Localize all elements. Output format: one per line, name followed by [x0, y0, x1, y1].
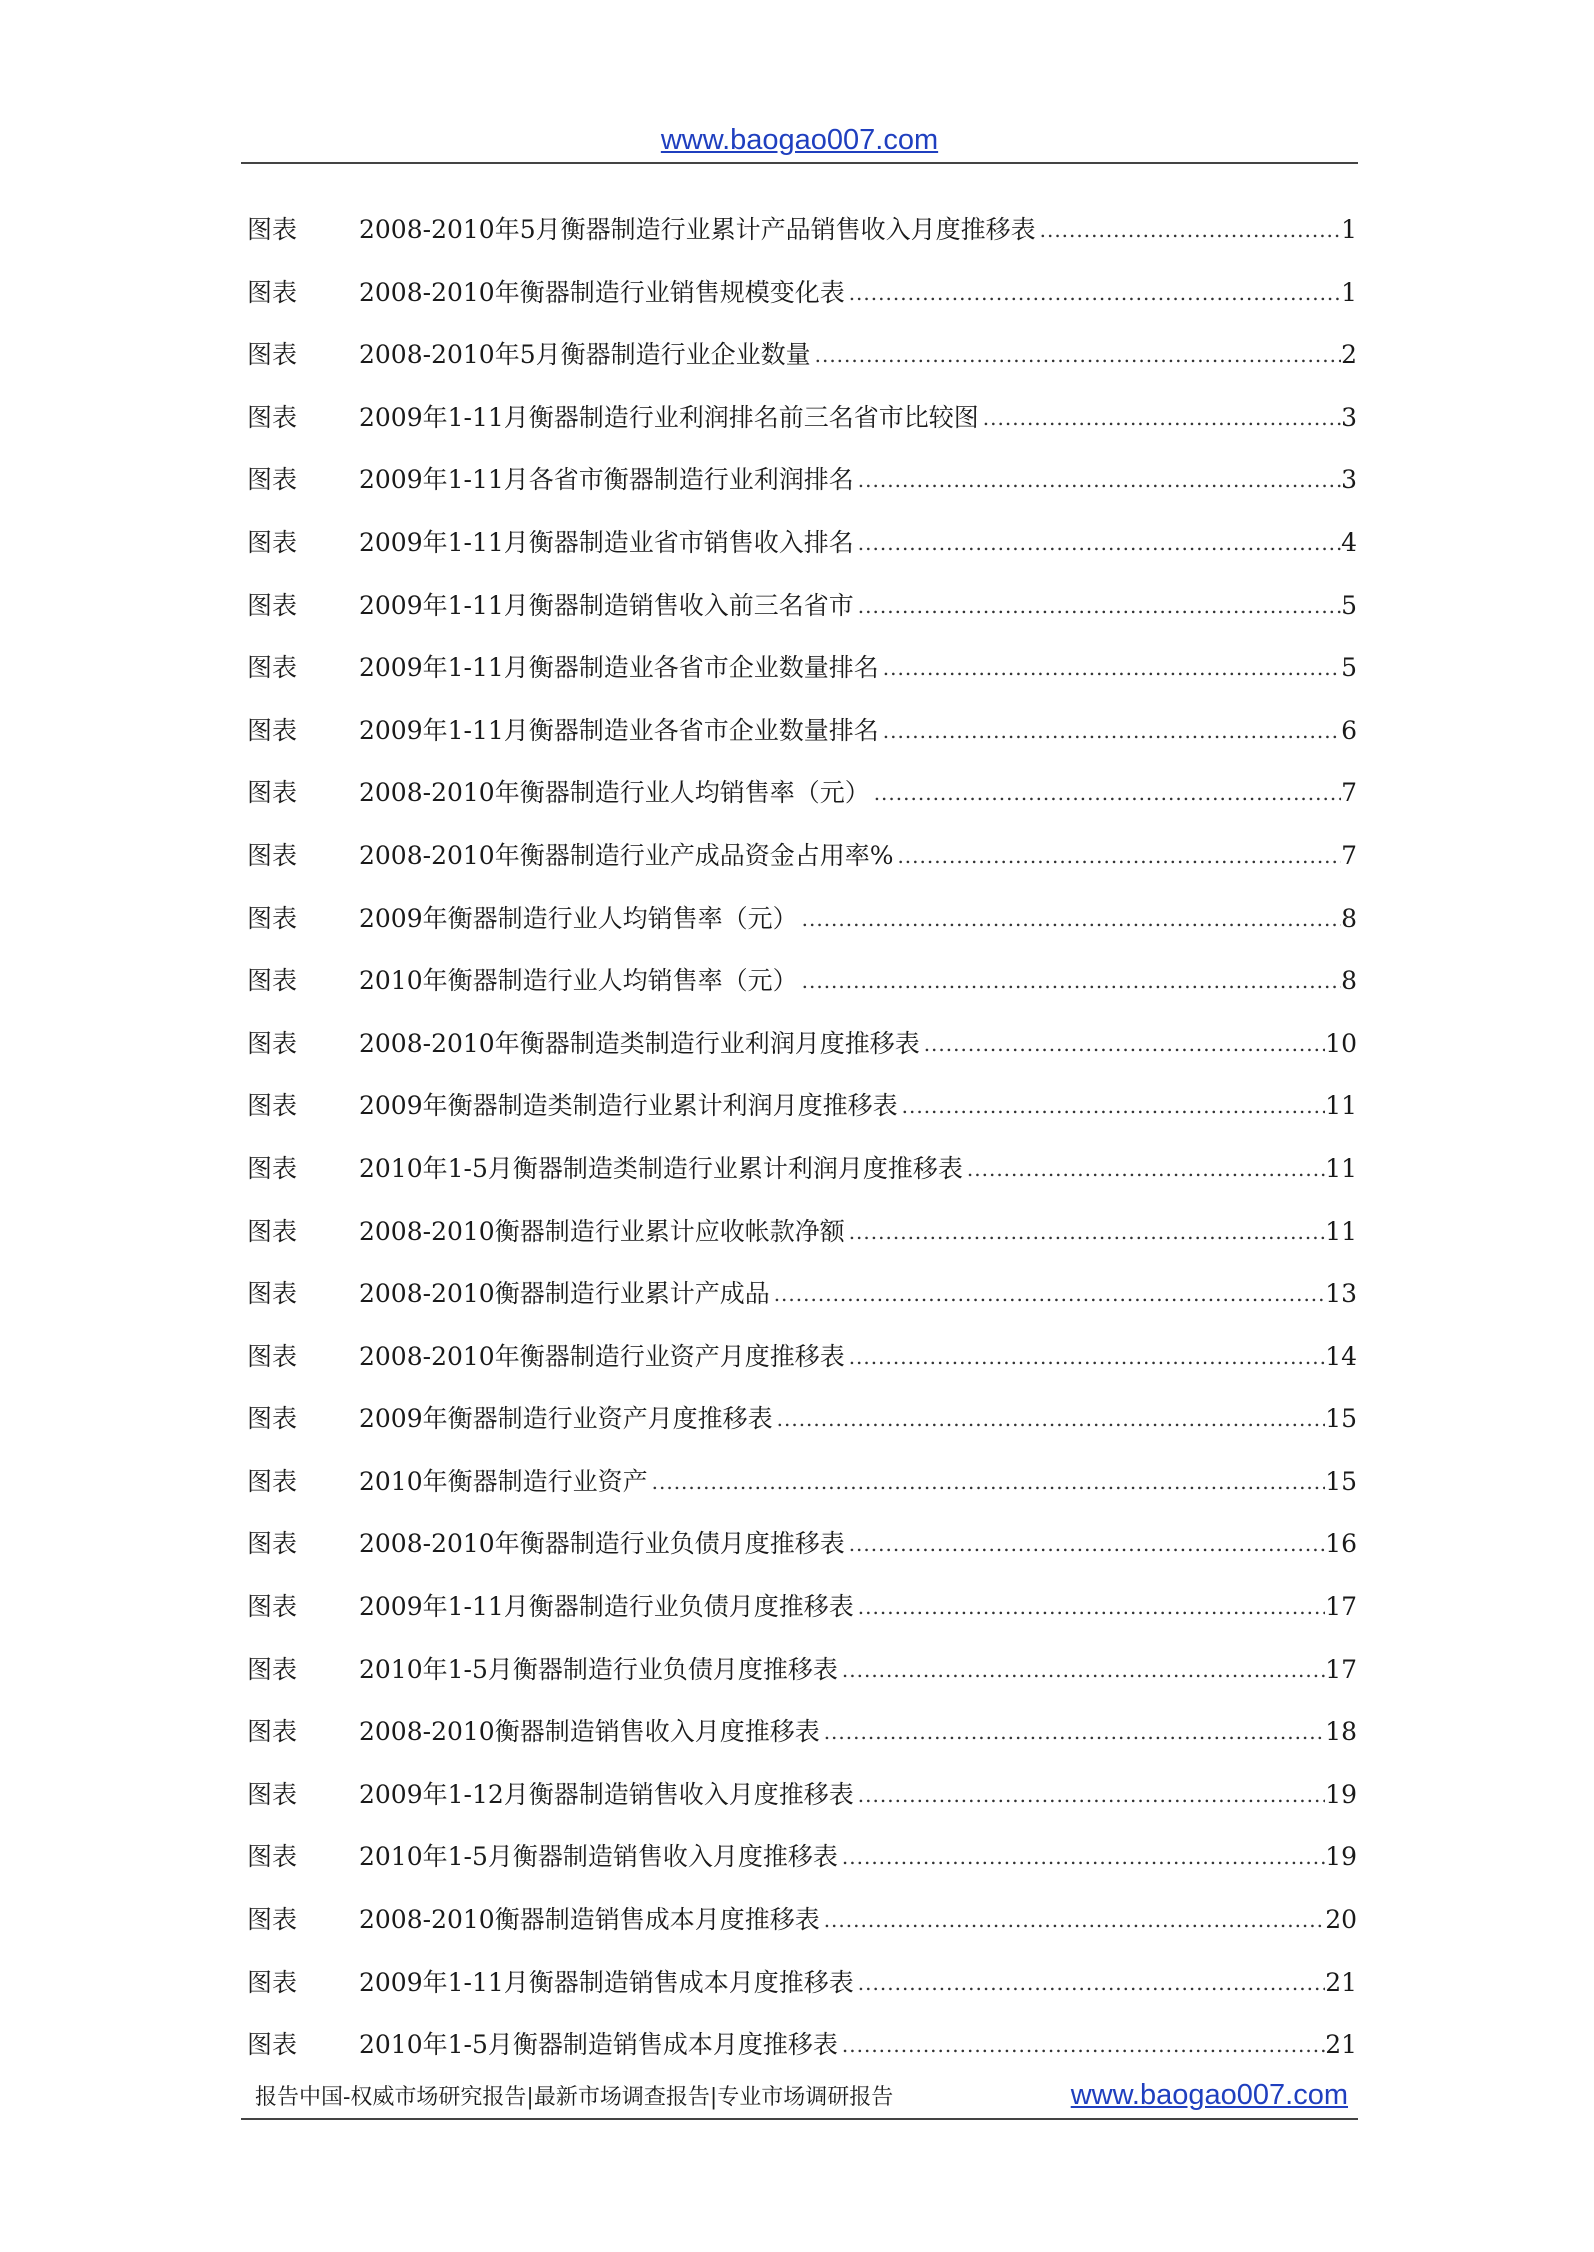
toc-entry-label: 图表 — [247, 1779, 298, 1809]
toc-entry-label: 图表 — [247, 2030, 298, 2060]
toc-dot-leader — [773, 1397, 1326, 1441]
toc-entry-title: 2008-2010年衡器制造行业产成品资金占用率% — [359, 840, 894, 870]
toc-entry-page-number: 21 — [1325, 2030, 1357, 2060]
toc-dot-leader — [879, 709, 1341, 753]
toc-entry-label: 图表 — [247, 1279, 298, 1309]
toc-entry-title: 2010年1-5月衡器制造销售收入月度推移表 — [359, 1842, 838, 1872]
toc-entry-title: 2009年衡器制造行业人均销售率（元） — [359, 903, 798, 933]
toc-entry-label: 图表 — [247, 1717, 298, 1747]
toc-entry[interactable] — [247, 1335, 1357, 1398]
toc-entry-label: 图表 — [247, 1341, 298, 1371]
toc-entry-page-number: 8 — [1341, 966, 1357, 996]
toc-entry-page-number: 15 — [1325, 1466, 1357, 1496]
toc-entry[interactable] — [247, 771, 1357, 834]
toc-entry-label: 图表 — [247, 653, 298, 683]
toc-entry[interactable] — [247, 458, 1357, 521]
toc-entry[interactable] — [247, 271, 1357, 334]
toc-entry-label: 图表 — [247, 1153, 298, 1183]
toc-entry-label: 图表 — [247, 1529, 298, 1559]
toc-entry-title: 2010年1-5月衡器制造销售成本月度推移表 — [359, 2030, 838, 2060]
toc-entry[interactable] — [247, 396, 1357, 459]
toc-dot-leader — [820, 1710, 1325, 1754]
toc-entry-label: 图表 — [247, 778, 298, 808]
toc-dot-leader — [798, 897, 1341, 941]
toc-entry[interactable] — [247, 584, 1357, 647]
toc-entry-title: 2010年衡器制造行业人均销售率（元） — [359, 966, 798, 996]
toc-entry[interactable] — [247, 834, 1357, 897]
toc-entry-page-number: 5 — [1341, 590, 1357, 620]
toc-entry-page-number: 3 — [1341, 402, 1357, 432]
toc-entry-title: 2009年1-11月衡器制造销售成本月度推移表 — [359, 1967, 854, 1997]
toc-dot-leader — [811, 333, 1341, 377]
toc-entry-label: 图表 — [247, 277, 298, 307]
toc-dot-leader — [838, 2023, 1325, 2067]
footer-tagline: 报告中国-权威市场研究报告|最新市场调查报告|专业市场调研报告 — [255, 2084, 894, 2110]
toc-entry-page-number: 10 — [1325, 1028, 1357, 1058]
toc-dot-leader — [854, 1961, 1325, 2005]
toc-entry[interactable] — [247, 646, 1357, 709]
toc-entry[interactable] — [247, 1898, 1357, 1961]
toc-dot-leader — [893, 834, 1341, 878]
toc-entry-page-number: 21 — [1325, 1967, 1357, 1997]
toc-entry[interactable] — [247, 1522, 1357, 1585]
toc-entry-title: 2008-2010年衡器制造行业资产月度推移表 — [359, 1341, 845, 1371]
toc-entry-label: 图表 — [247, 1654, 298, 1684]
toc-entry[interactable] — [247, 709, 1357, 772]
toc-entry-label: 图表 — [247, 1905, 298, 1935]
toc-entry[interactable] — [247, 1022, 1357, 1085]
toc-entry-page-number: 1 — [1341, 215, 1357, 244]
toc-entry-title: 2008-2010年衡器制造行业人均销售率（元） — [359, 778, 870, 808]
toc-entry-title: 2008-2010衡器制造行业累计产成品 — [359, 1279, 770, 1309]
toc-entry-label: 图表 — [247, 840, 298, 870]
toc-entry-page-number: 17 — [1325, 1592, 1357, 1622]
toc-entry-label: 图表 — [247, 1592, 298, 1622]
toc-entry-title: 2009年1-11月各省市衡器制造行业利润排名 — [359, 465, 854, 495]
toc-dot-leader — [770, 1272, 1325, 1316]
header-url-link[interactable]: www.baogao007.com — [660, 124, 939, 156]
toc-entry-page-number: 19 — [1325, 1779, 1357, 1809]
toc-dot-leader — [898, 1084, 1326, 1128]
toc-entry-label: 图表 — [247, 1842, 298, 1872]
toc-entry-title: 2010年1-5月衡器制造类制造行业累计利润月度推移表 — [359, 1153, 963, 1183]
toc-dot-leader — [854, 584, 1341, 628]
toc-entry[interactable] — [247, 521, 1357, 584]
toc-dot-leader — [798, 959, 1341, 1003]
toc-dot-leader — [870, 771, 1341, 815]
toc-entry-page-number: 20 — [1325, 1905, 1357, 1935]
toc-entry-title: 2008-2010年衡器制造行业负债月度推移表 — [359, 1529, 845, 1559]
table-of-figures — [247, 208, 1357, 2086]
toc-dot-leader — [879, 646, 1341, 690]
toc-entry[interactable] — [247, 1648, 1357, 1711]
footer-url-link[interactable]: www.baogao007.com — [1070, 2078, 1348, 2111]
toc-entry-label: 图表 — [247, 340, 298, 370]
toc-dot-leader — [854, 1773, 1325, 1817]
toc-entry-page-number: 2 — [1341, 340, 1357, 370]
toc-entry-title: 2008-2010年衡器制造行业销售规模变化表 — [359, 277, 845, 307]
toc-entry-page-number: 19 — [1325, 1842, 1357, 1872]
toc-dot-leader — [845, 1335, 1325, 1379]
toc-entry-label: 图表 — [247, 966, 298, 996]
toc-entry-title: 2009年衡器制造类制造行业累计利润月度推移表 — [359, 1091, 898, 1121]
toc-dot-leader — [854, 521, 1341, 565]
toc-entry-title: 2008-2010年5月衡器制造行业累计产品销售收入月度推移表 — [359, 215, 1036, 244]
toc-entry-label: 图表 — [247, 1091, 298, 1121]
toc-entry-title: 2010年1-5月衡器制造行业负债月度推移表 — [359, 1654, 838, 1684]
toc-entry[interactable] — [247, 959, 1357, 1022]
toc-entry-title: 2009年1-12月衡器制造销售收入月度推移表 — [359, 1779, 854, 1809]
toc-entry-label: 图表 — [247, 1216, 298, 1246]
toc-dot-leader — [1036, 208, 1341, 252]
toc-entry-title: 2009年1-11月衡器制造行业负债月度推移表 — [359, 1592, 854, 1622]
toc-entry[interactable] — [247, 1272, 1357, 1335]
toc-entry-page-number: 7 — [1341, 840, 1357, 870]
toc-entry-label: 图表 — [247, 590, 298, 620]
toc-entry-title: 2010年衡器制造行业资产 — [359, 1466, 648, 1496]
toc-entry-title: 2009年1-11月衡器制造销售收入前三名省市 — [359, 590, 854, 620]
toc-entry-page-number: 4 — [1341, 527, 1357, 557]
toc-dot-leader — [845, 271, 1341, 315]
toc-entry[interactable] — [247, 1585, 1357, 1648]
page-header — [241, 118, 1358, 164]
toc-dot-leader — [820, 1898, 1325, 1942]
toc-entry-page-number: 6 — [1341, 715, 1357, 745]
page-footer — [241, 2072, 1358, 2120]
toc-entry[interactable] — [247, 1710, 1357, 1773]
toc-entry-page-number: 8 — [1341, 903, 1357, 933]
toc-entry-page-number: 11 — [1325, 1153, 1357, 1183]
toc-dot-leader — [854, 1585, 1325, 1629]
toc-entry-title: 2009年1-11月衡器制造业各省市企业数量排名 — [359, 653, 879, 683]
toc-entry-title: 2008-2010年衡器制造类制造行业利润月度推移表 — [359, 1028, 920, 1058]
toc-entry[interactable] — [247, 208, 1357, 271]
toc-entry-page-number: 3 — [1341, 465, 1357, 495]
toc-entry-page-number: 18 — [1325, 1717, 1357, 1747]
toc-entry-label: 图表 — [247, 527, 298, 557]
toc-entry-page-number: 11 — [1325, 1216, 1357, 1246]
toc-dot-leader — [838, 1648, 1325, 1692]
toc-dot-leader — [854, 458, 1341, 502]
toc-entry-title: 2009年1-11月衡器制造业省市销售收入排名 — [359, 527, 854, 557]
toc-entry[interactable] — [247, 1773, 1357, 1836]
toc-entry-title: 2009年1-11月衡器制造业各省市企业数量排名 — [359, 715, 879, 745]
toc-dot-leader — [845, 1522, 1325, 1566]
toc-entry[interactable] — [247, 333, 1357, 396]
toc-entry-label: 图表 — [247, 715, 298, 745]
toc-dot-leader — [979, 396, 1341, 440]
toc-entry-page-number: 11 — [1325, 1091, 1357, 1121]
toc-entry-title: 2009年1-11月衡器制造行业利润排名前三名省市比较图 — [359, 402, 979, 432]
toc-entry[interactable] — [247, 1835, 1357, 1898]
toc-entry-title: 2009年衡器制造行业资产月度推移表 — [359, 1404, 773, 1434]
toc-entry-label: 图表 — [247, 465, 298, 495]
toc-entry[interactable] — [247, 1460, 1357, 1523]
toc-entry[interactable] — [247, 897, 1357, 960]
toc-entry-title: 2008-2010衡器制造行业累计应收帐款净额 — [359, 1216, 845, 1246]
toc-dot-leader — [648, 1460, 1326, 1504]
toc-entry[interactable] — [247, 1147, 1357, 1210]
toc-entry[interactable] — [247, 1397, 1357, 1460]
toc-entry-label: 图表 — [247, 402, 298, 432]
toc-entry-label: 图表 — [247, 903, 298, 933]
toc-dot-leader — [963, 1147, 1325, 1191]
toc-entry-title: 2008-2010衡器制造销售收入月度推移表 — [359, 1717, 820, 1747]
toc-entry-title: 2008-2010衡器制造销售成本月度推移表 — [359, 1905, 820, 1935]
toc-dot-leader — [838, 1835, 1325, 1879]
toc-entry-page-number: 15 — [1325, 1404, 1357, 1434]
toc-entry-page-number: 5 — [1341, 653, 1357, 683]
toc-entry-title: 2008-2010年5月衡器制造行业企业数量 — [359, 340, 811, 370]
toc-entry[interactable] — [247, 1961, 1357, 2024]
toc-entry-page-number: 16 — [1325, 1529, 1357, 1559]
toc-dot-leader — [920, 1022, 1325, 1066]
toc-entry-label: 图表 — [247, 215, 298, 244]
toc-entry-page-number: 7 — [1341, 778, 1357, 808]
toc-entry-label: 图表 — [247, 1466, 298, 1496]
toc-entry-label: 图表 — [247, 1028, 298, 1058]
toc-entry-page-number: 1 — [1341, 277, 1357, 307]
toc-dot-leader — [845, 1210, 1325, 1254]
toc-entry-page-number: 13 — [1325, 1279, 1357, 1309]
toc-entry-page-number: 14 — [1325, 1341, 1357, 1371]
toc-entry[interactable] — [247, 1084, 1357, 1147]
toc-entry[interactable] — [247, 1210, 1357, 1273]
toc-entry-label: 图表 — [247, 1967, 298, 1997]
toc-entry-page-number: 17 — [1325, 1654, 1357, 1684]
toc-entry-label: 图表 — [247, 1404, 298, 1434]
